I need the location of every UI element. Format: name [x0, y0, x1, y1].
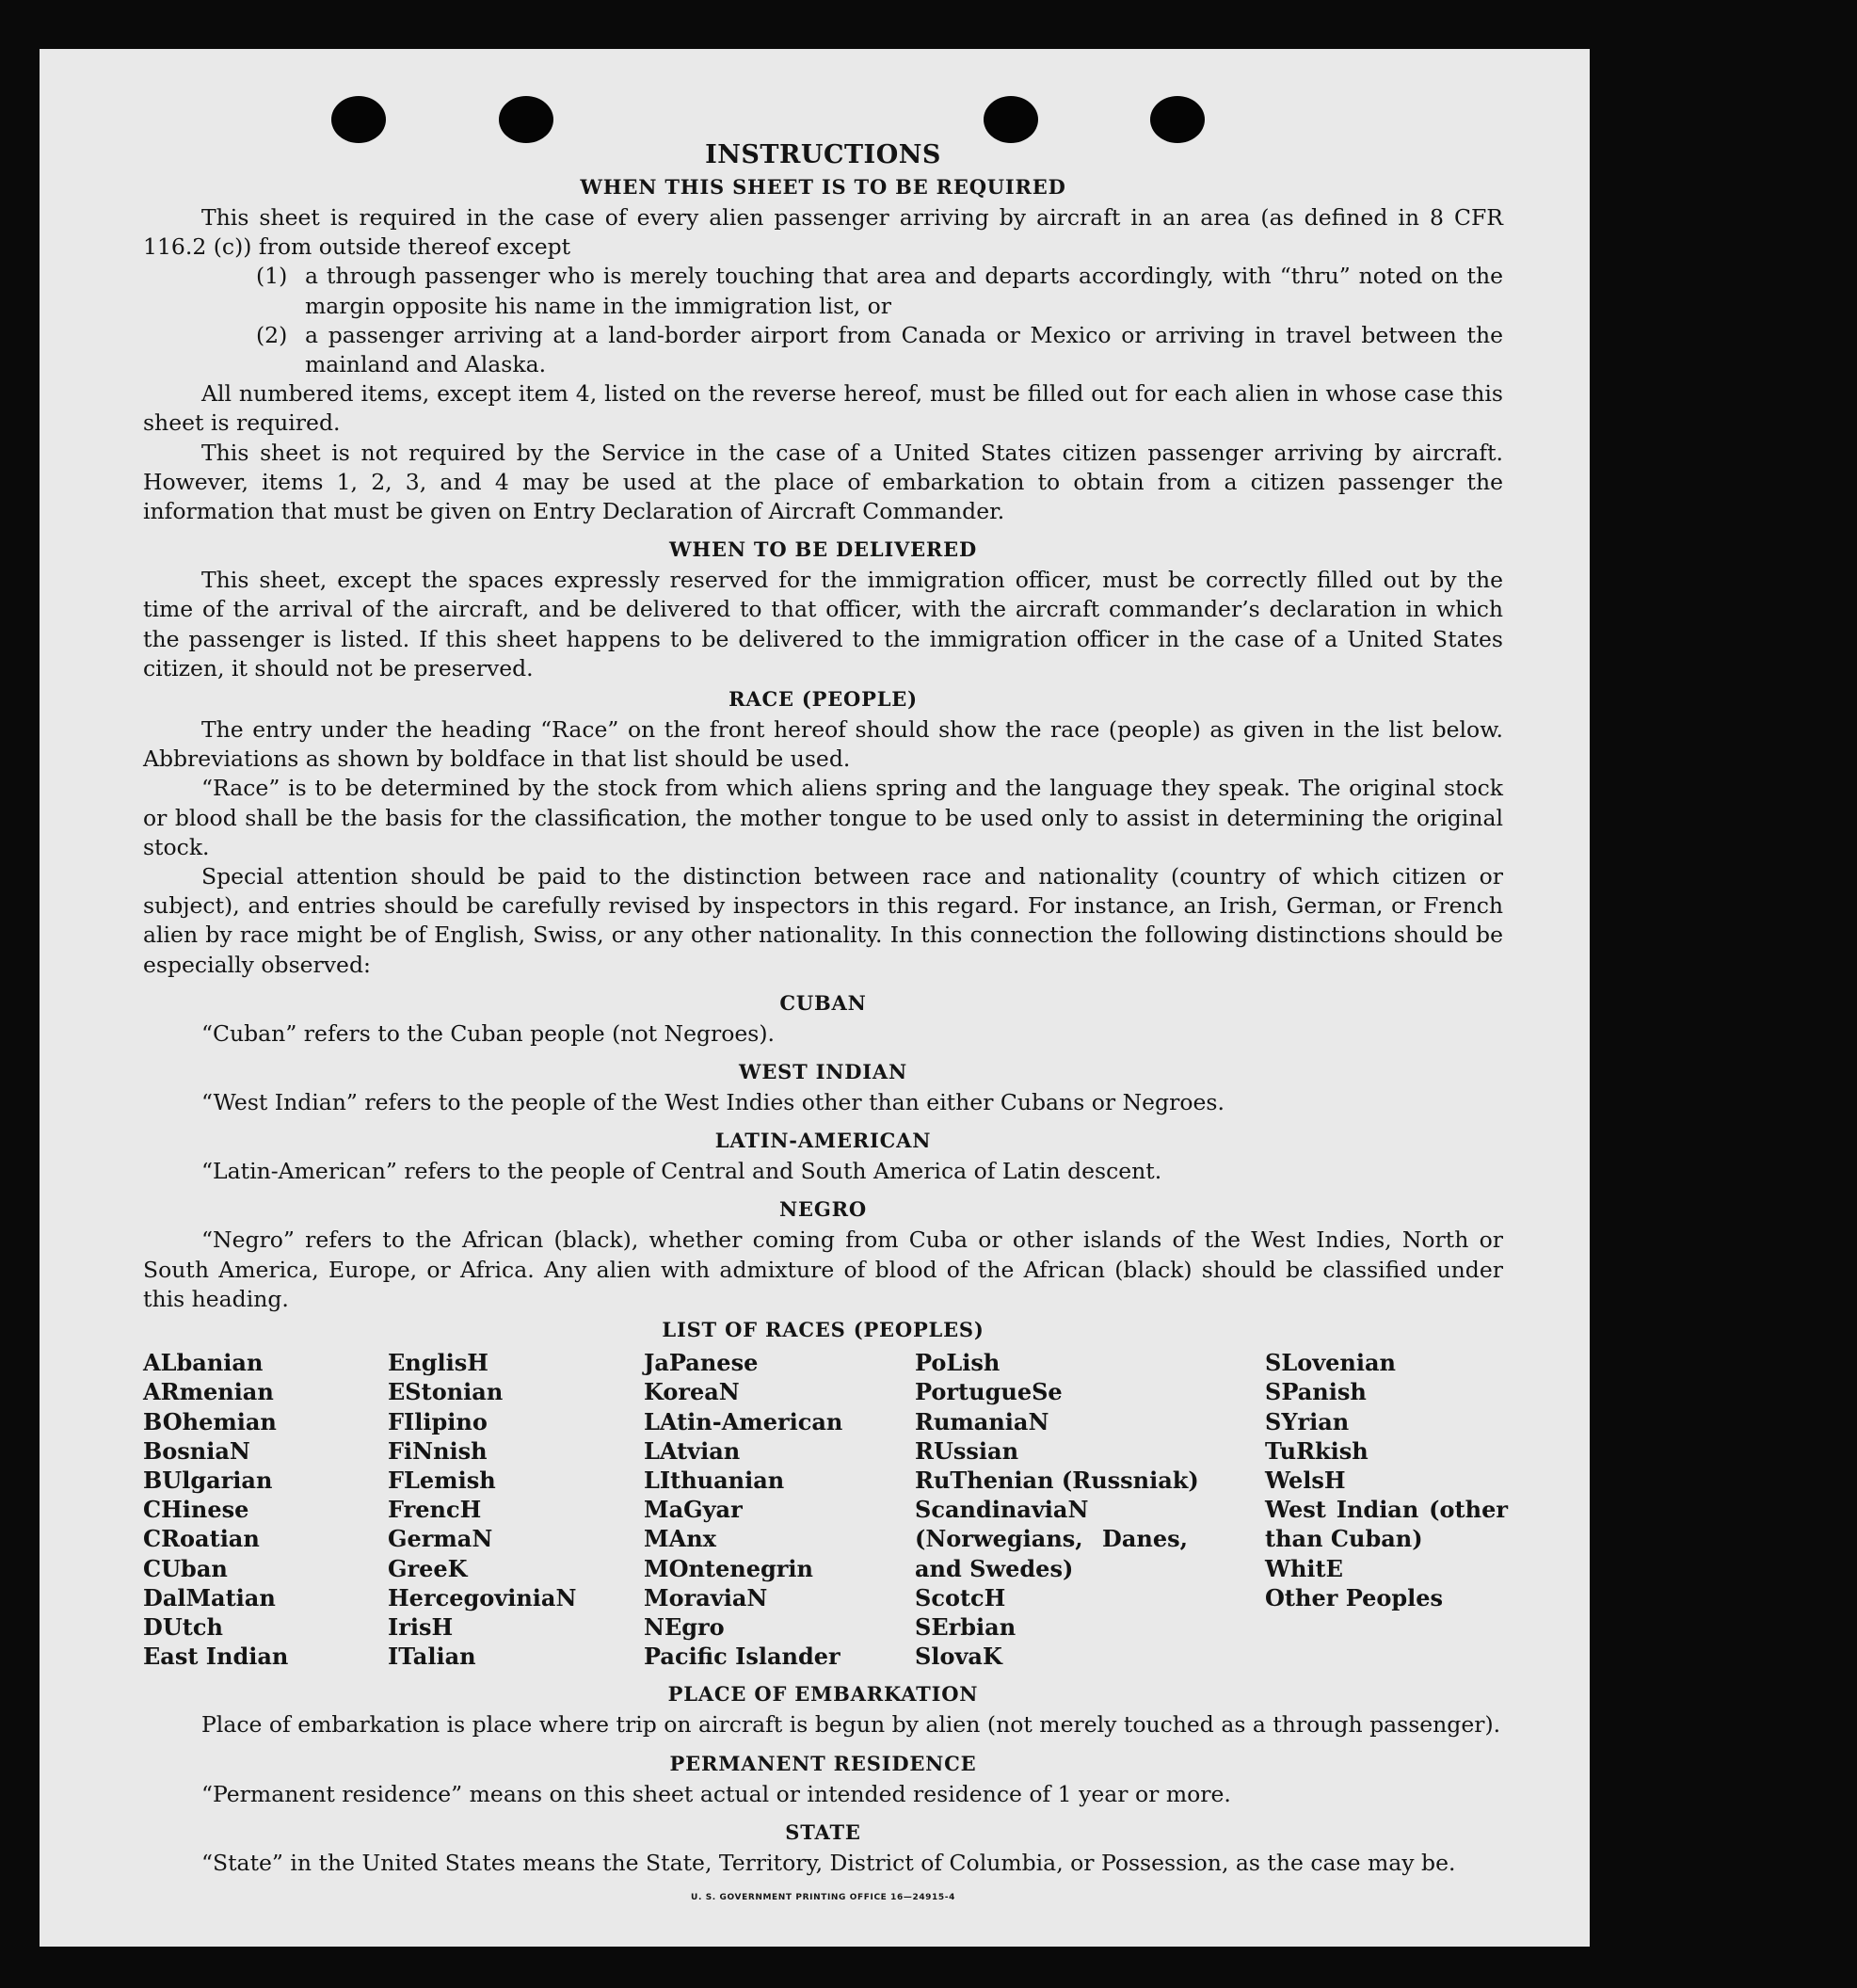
paragraph: Special attention should be paid to the distinction between race and nationality (country of which citizen or subject), and entries should be carefully revised by inspectors in this regard. For instance, an Irish, German, or French alien by race might be of English, Swiss, or any other nationality. In this connection the following distinctions should be especially observed:: [143, 863, 1503, 978]
paragraph: This sheet, except the spaces expressly reserved for the immigration officer, must be correctly filled out by the time of the arrival of the aircraft, and be delivered to that officer, with the aircraft commander’s declaration in which the passenger is listed. If this sheet happens to be delivered to the immigration officer in the case of a United States citizen, it should not be preserved.: [143, 567, 1503, 681]
race-entry: LAtin-American: [644, 1407, 843, 1435]
race-entry: FLemish: [388, 1466, 496, 1494]
section-heading: LIST OF RACES (PEOPLES): [662, 1318, 985, 1342]
section-heading: WHEN TO BE DELIVERED: [668, 537, 977, 562]
race-entry: ScotcH: [915, 1583, 1006, 1611]
paragraph: “Negro” refers to the African (black), whether coming from Cuba or other islands of the West Indies, North or South America, Europe, or Africa. Any alien with admixture of blood of the African (black) should be classified under this heading.: [143, 1226, 1503, 1312]
race-entry: CUban: [143, 1554, 228, 1582]
race-entry: SLovenian: [1265, 1349, 1396, 1377]
race-entry: SlovaK: [915, 1643, 1002, 1671]
race-column: [915, 1348, 1265, 1671]
paragraph: This sheet is required in the case of every alien passenger arriving by aircraft in an area (as defined in 8 CFR 116.2 (c)) from outside thereof except: [143, 204, 1503, 261]
paragraph: All numbered items, except item 4, listed on the reverse hereof, must be filled out for each alien in whose case this sheet is required.: [143, 380, 1503, 437]
race-entry: Other Peoples: [1265, 1583, 1444, 1611]
section-heading: PLACE OF EMBARKATION: [667, 1682, 979, 1707]
race-entry: IrisH: [388, 1612, 454, 1641]
race-entry: East Indian: [143, 1643, 289, 1671]
paragraph: Place of embarkation is place where trip on aircraft is begun by alien (not merely touched as a through passenger).: [201, 1711, 1501, 1739]
race-entry: FiNnish: [388, 1436, 488, 1465]
race-entry: FrencH: [388, 1496, 482, 1524]
race-entry: CRoatian: [143, 1525, 260, 1553]
item-number: (2): [256, 321, 288, 348]
race-entry: MaGyar: [644, 1496, 743, 1524]
document-body: [143, 139, 1508, 1902]
paragraph: This sheet is not required by the Service in the case of a United States citizen passenger arriving by aircraft. However, items 1, 2, 3, and 4 may be used at the place of embarkation to obtain from a citizen passenger the information that must be given on Entry Declaration of Aircraft Commander.: [143, 439, 1503, 525]
race-entry: LIthuanian: [644, 1466, 785, 1494]
section-heading: WEST INDIAN: [738, 1060, 908, 1084]
punch-hole: [499, 96, 553, 143]
section-heading: LATIN-AMERICAN: [714, 1129, 932, 1153]
race-entry: RumaniaN: [915, 1407, 1049, 1435]
race-entry: CHinese: [143, 1496, 249, 1524]
race-entry: SYrian: [1265, 1407, 1350, 1435]
race-entry: MAnx: [644, 1525, 716, 1553]
race-column: [644, 1348, 915, 1671]
race-entry: DalMatian: [143, 1583, 276, 1611]
race-entry: WelsH: [1265, 1466, 1346, 1494]
punch-hole: [1150, 96, 1205, 143]
race-entry: EStonian: [388, 1378, 504, 1406]
race-entry: GermaN: [388, 1525, 493, 1553]
race-entry: WhitE: [1265, 1554, 1343, 1582]
race-entry: DUtch: [143, 1612, 223, 1641]
section-heading: STATE: [785, 1820, 861, 1844]
race-entry: ScandinaviaN (Norwegians, Danes, and Swedes): [915, 1496, 1188, 1582]
paragraph: “Cuban” refers to the Cuban people (not Negroes).: [201, 1019, 776, 1047]
paragraph: “West Indian” refers to the people of the West Indies other than either Cubans or Negroes.: [201, 1089, 1225, 1116]
race-entry: EnglisH: [388, 1349, 488, 1377]
race-entry: ITalian: [388, 1643, 476, 1671]
race-entry: ARmenian: [143, 1378, 274, 1406]
race-entry: PortugueSe: [915, 1378, 1063, 1406]
section-heading: CUBAN: [779, 990, 867, 1015]
page-title: INSTRUCTIONS: [705, 140, 941, 169]
race-entry: MoraviaN: [644, 1583, 768, 1611]
race-entry: PoLish: [915, 1349, 1001, 1377]
race-entry: SErbian: [915, 1612, 1017, 1641]
race-column: [388, 1348, 644, 1671]
race-entry: West Indian (other than Cuban): [1265, 1496, 1508, 1553]
race-column: [1265, 1348, 1508, 1671]
race-entry: RUssian: [915, 1436, 1019, 1465]
race-entry: RuThenian (Russniak): [915, 1466, 1199, 1494]
punch-hole: [331, 96, 386, 143]
printer-imprint: U. S. GOVERNMENT PRINTING OFFICE 16—24915-4: [691, 1892, 955, 1902]
race-entry: KoreaN: [644, 1378, 740, 1406]
document-sheet: [40, 49, 1590, 1947]
paragraph: “Permanent residence” means on this sheet actual or intended residence of 1 year or more.: [201, 1780, 1231, 1807]
paragraph: The entry under the heading “Race” on the front hereof should show the race (people) as given in the list below. Abbreviations as shown by boldface in that list should be used.: [143, 716, 1503, 773]
list-item: [256, 321, 1503, 379]
section-heading: PERMANENT RESIDENCE: [669, 1751, 977, 1775]
race-entry: Pacific Islander: [644, 1643, 840, 1671]
race-list: [143, 1348, 1508, 1671]
race-entry: BUlgarian: [143, 1466, 273, 1494]
race-entry: HercegoviniaN: [388, 1583, 577, 1611]
race-entry: GreeK: [388, 1554, 468, 1582]
race-entry: FIlipino: [388, 1407, 488, 1435]
race-entry: BosniaN: [143, 1436, 250, 1465]
race-entry: TuRkish: [1265, 1436, 1369, 1465]
paragraph: “State” in the United States means the State, Territory, District of Columbia, or Possession, as the case may be.: [201, 1849, 1456, 1876]
race-entry: NEgro: [644, 1612, 725, 1641]
race-column: [143, 1348, 388, 1671]
race-entry: BOhemian: [143, 1407, 277, 1435]
race-entry: SPanish: [1265, 1378, 1367, 1406]
race-entry: MOntenegrin: [644, 1554, 813, 1582]
list-item: [256, 262, 1503, 320]
item-text: a through passenger who is merely touching that area and departs accordingly, with “thru” noted on the margin opposite his name in the immigration list, or: [305, 263, 1503, 319]
race-entry: JaPanese: [644, 1349, 759, 1377]
section-heading: RACE (PEOPLE): [728, 687, 918, 712]
race-entry: LAtvian: [644, 1436, 741, 1465]
punch-hole: [984, 96, 1038, 143]
item-text: a passenger arriving at a land-border airport from Canada or Mexico or arriving in travel between the mainland and Alaska.: [305, 321, 1503, 378]
item-number: (1): [256, 263, 288, 290]
section-heading: WHEN THIS SHEET IS TO BE REQUIRED: [580, 175, 1066, 199]
paragraph: “Latin-American” refers to the people of Central and South America of Latin descent.: [201, 1158, 1162, 1185]
section-heading: NEGRO: [779, 1197, 867, 1222]
race-entry: ALbanian: [143, 1349, 264, 1377]
paragraph: “Race” is to be determined by the stock from which aliens spring and the language they speak. The original stock or blood shall be the basis for the classification, the mother tongue to be used only to assist in determining the original stock.: [143, 775, 1503, 860]
